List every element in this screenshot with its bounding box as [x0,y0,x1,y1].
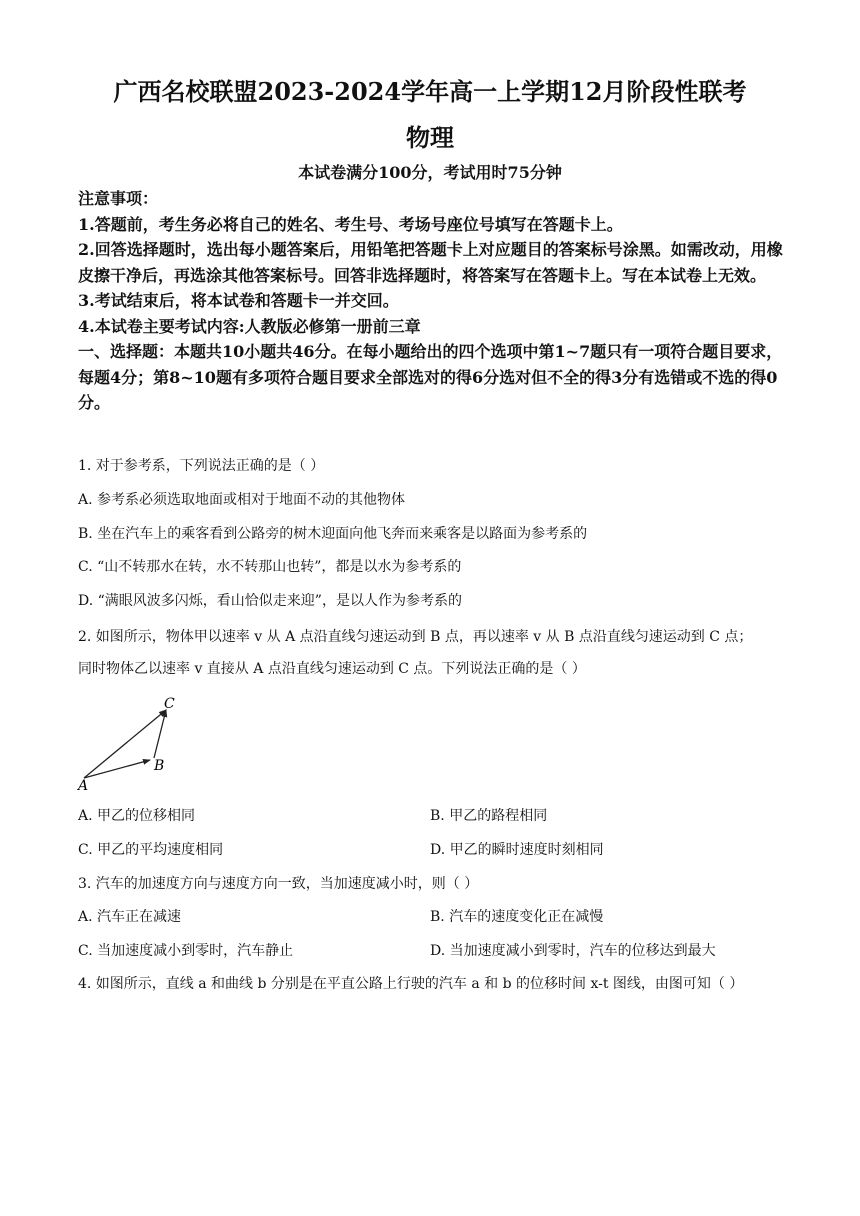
question-1-stem: 1. 对于参考系，下列说法正确的是（ ） [78,458,325,474]
question-2-figure [74,690,194,794]
note-item: 3.考试结束后，将本试卷和答题卡一并交回。 [78,291,399,310]
question-1-option-d: D. “满眼风波多闪烁，看山恰似走来迎”，是以人作为参考系的 [78,593,462,609]
section-heading: 一、选择题：本题共10小题共46分。在每小题给出的四个选项中第1~7题只有一项符合题目要求，每题4分；第8~10题有多项符合题目要求全部选对的得6分选对但不全的得3分有选错或不选的得0分。 [78,342,783,412]
question-3-option-d: D. 当加速度减小到零时，汽车的位移达到最大 [430,943,716,959]
note-item: 2.回答选择题时，选出每小题答案后，用铅笔把答题卡上对应题目的答案标号涂黑。如需改动，用橡皮擦干净后，再选涂其他答案标号。回答非选择题时，将答案写在答题卡上。写在本试卷上无效。 [78,240,783,285]
point-label-c: C [164,696,175,712]
question-2-option-c: C. 甲乙的平均速度相同 [78,842,224,858]
exam-title: 广西名校联盟2023-2024学年高一上学期12月阶段性联考 [113,77,747,106]
vector-b-to-c [154,710,166,758]
question-2-stem-line1: 2. 如图所示，物体甲以速率 v 从 A 点沿直线匀速运动到 B 点，再以速率 v 从 B 点沿直线匀速运动到 C 点； [78,629,753,645]
question-3-option-c: C. 当加速度减小到零时，汽车静止 [78,943,294,959]
question-1-option-b: B. 坐在汽车上的乘客看到公路旁的树木迎面向他飞奔而来乘客是以路面为参考系的 [78,526,588,542]
question-2-option-b: B. 甲乙的路程相同 [430,808,548,824]
question-2-option-a: A. 甲乙的位移相同 [78,808,196,824]
subject-title: 物理 [406,123,454,152]
notes-heading: 注意事项： [78,189,159,208]
point-label-a: A [78,778,89,794]
question-4-stem: 4. 如图所示，直线 a 和曲线 b 分别是在平直公路上行驶的汽车 a 和 b 的位移时间 x-t 图线，由图可知（ ） [78,976,744,992]
point-label-b: B [154,758,165,774]
question-3-option-b: B. 汽车的速度变化正在减慢 [430,909,604,925]
question-2-option-d: D. 甲乙的瞬时速度时刻相同 [430,842,604,858]
question-3-option-a: A. 汽车正在减速 [78,909,182,925]
note-item: 1.答题前，考生务必将自己的姓名、考生号、考场号座位号填写在答题卡上。 [78,214,623,234]
question-1-option-a: A. 参考系必须选取地面或相对于地面不动的其他物体 [78,492,406,508]
note-item: 4.本试卷主要考试内容:人教版必修第一册前三章 [78,316,421,336]
question-1-option-c: C. “山不转那水在转，水不转那山也转”，都是以水为参考系的 [78,559,462,575]
question-3-stem: 3. 汽车的加速度方向与速度方向一致，当加速度减小时，则（ ） [78,876,479,892]
exam-info: 本试卷满分100分，考试用时75分钟 [298,163,562,182]
notes-section [78,186,788,416]
question-2-stem-line2: 同时物体乙以速率 v 直接从 A 点沿直线匀速运动到 C 点。下列说法正确的是（ ） [78,661,586,677]
